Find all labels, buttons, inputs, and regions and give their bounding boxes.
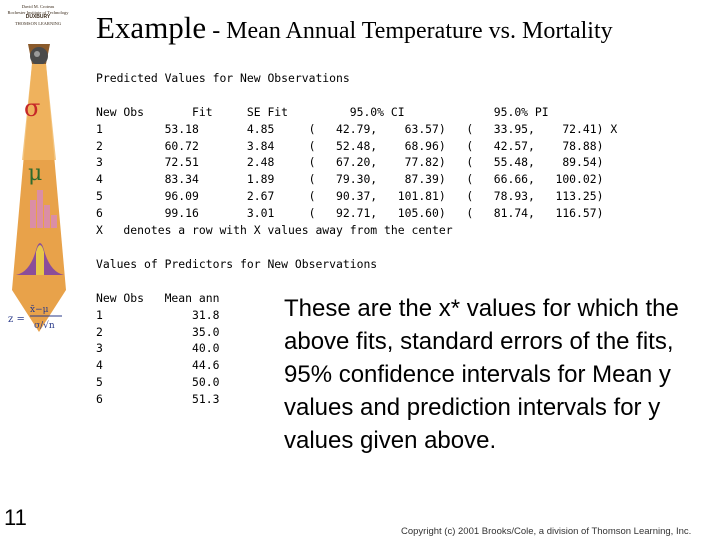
table-row: 2 60.72 3.84 ( 52.48, 68.96) ( 42.57, 78.88) <box>96 138 604 153</box>
predicted-table-footnote: X denotes a row with X values away from the center <box>96 222 453 237</box>
predictor-values-table <box>96 290 219 408</box>
title-rest: - Mean Annual Temperature vs. Mortality <box>206 18 613 44</box>
table-row: 1 31.8 <box>96 307 220 322</box>
svg-text:σ/√n: σ/√n <box>34 321 55 331</box>
curve-area-shape <box>36 245 44 275</box>
predicted-values-table <box>96 104 617 238</box>
tie-illustration <box>0 40 78 340</box>
predictor-table-header: New Obs Mean ann <box>96 291 220 305</box>
banner-header <box>4 4 72 26</box>
table-row: 5 96.09 2.67 ( 90.37, 101.81) ( 78.93, 113.25) <box>96 188 604 203</box>
author-affiliation: Rochester Institute of Technology <box>7 9 69 15</box>
predicted-values-heading: Predicted Values for New Observations <box>96 71 350 85</box>
table-row: 3 72.51 2.48 ( 67.20, 77.82) ( 55.48, 89.54) <box>96 155 604 170</box>
svg-text:z =: z = <box>8 314 25 325</box>
explanation-text: These are the x* values for which the above fits, standard errors of the fits, 95% confidence intervals for Mean y values and prediction intervals for y values given above. <box>284 295 679 454</box>
author-name: David M. Croteau <box>21 4 55 9</box>
slide-title <box>96 10 613 46</box>
mu-symbol: μ <box>28 161 43 186</box>
table-row: 6 51.3 <box>96 391 220 406</box>
table-row: 6 99.16 3.01 ( 92.71, 105.60) ( 81.74, 116.57) <box>96 205 604 220</box>
table-row: 5 50.0 <box>96 374 220 389</box>
table-row: 2 35.0 <box>96 324 220 339</box>
table-row: 4 83.34 1.89 ( 79.30, 87.39) ( 66.66, 100.02) <box>96 172 604 187</box>
slide-number: 11 <box>4 505 27 530</box>
imprint-name: THOMSON LEARNING <box>14 20 62 26</box>
table-row: 3 40.0 <box>96 341 220 356</box>
predicted-table-header: New Obs Fit SE Fit 95.0% CI 95.0% PI <box>96 105 549 119</box>
globe-highlight-shape <box>34 51 40 57</box>
title-main: Example <box>96 10 207 45</box>
copyright-notice: Copyright (c) 2001 Brooks/Cole, a division of Thomson Learning, Inc. <box>401 526 692 537</box>
table-row: 1 53.18 4.85 ( 42.79, 63.57) ( 33.95, 72.41) X <box>96 121 618 136</box>
decorative-tie-banner <box>0 0 78 540</box>
svg-text:x̄−μ: x̄−μ <box>30 305 49 315</box>
sigma-symbol: σ <box>24 94 41 122</box>
predictor-values-heading: Values of Predictors for New Observations <box>96 257 378 271</box>
publisher-name: DUXBURY <box>25 14 51 20</box>
table-row: 4 44.6 <box>96 358 220 373</box>
